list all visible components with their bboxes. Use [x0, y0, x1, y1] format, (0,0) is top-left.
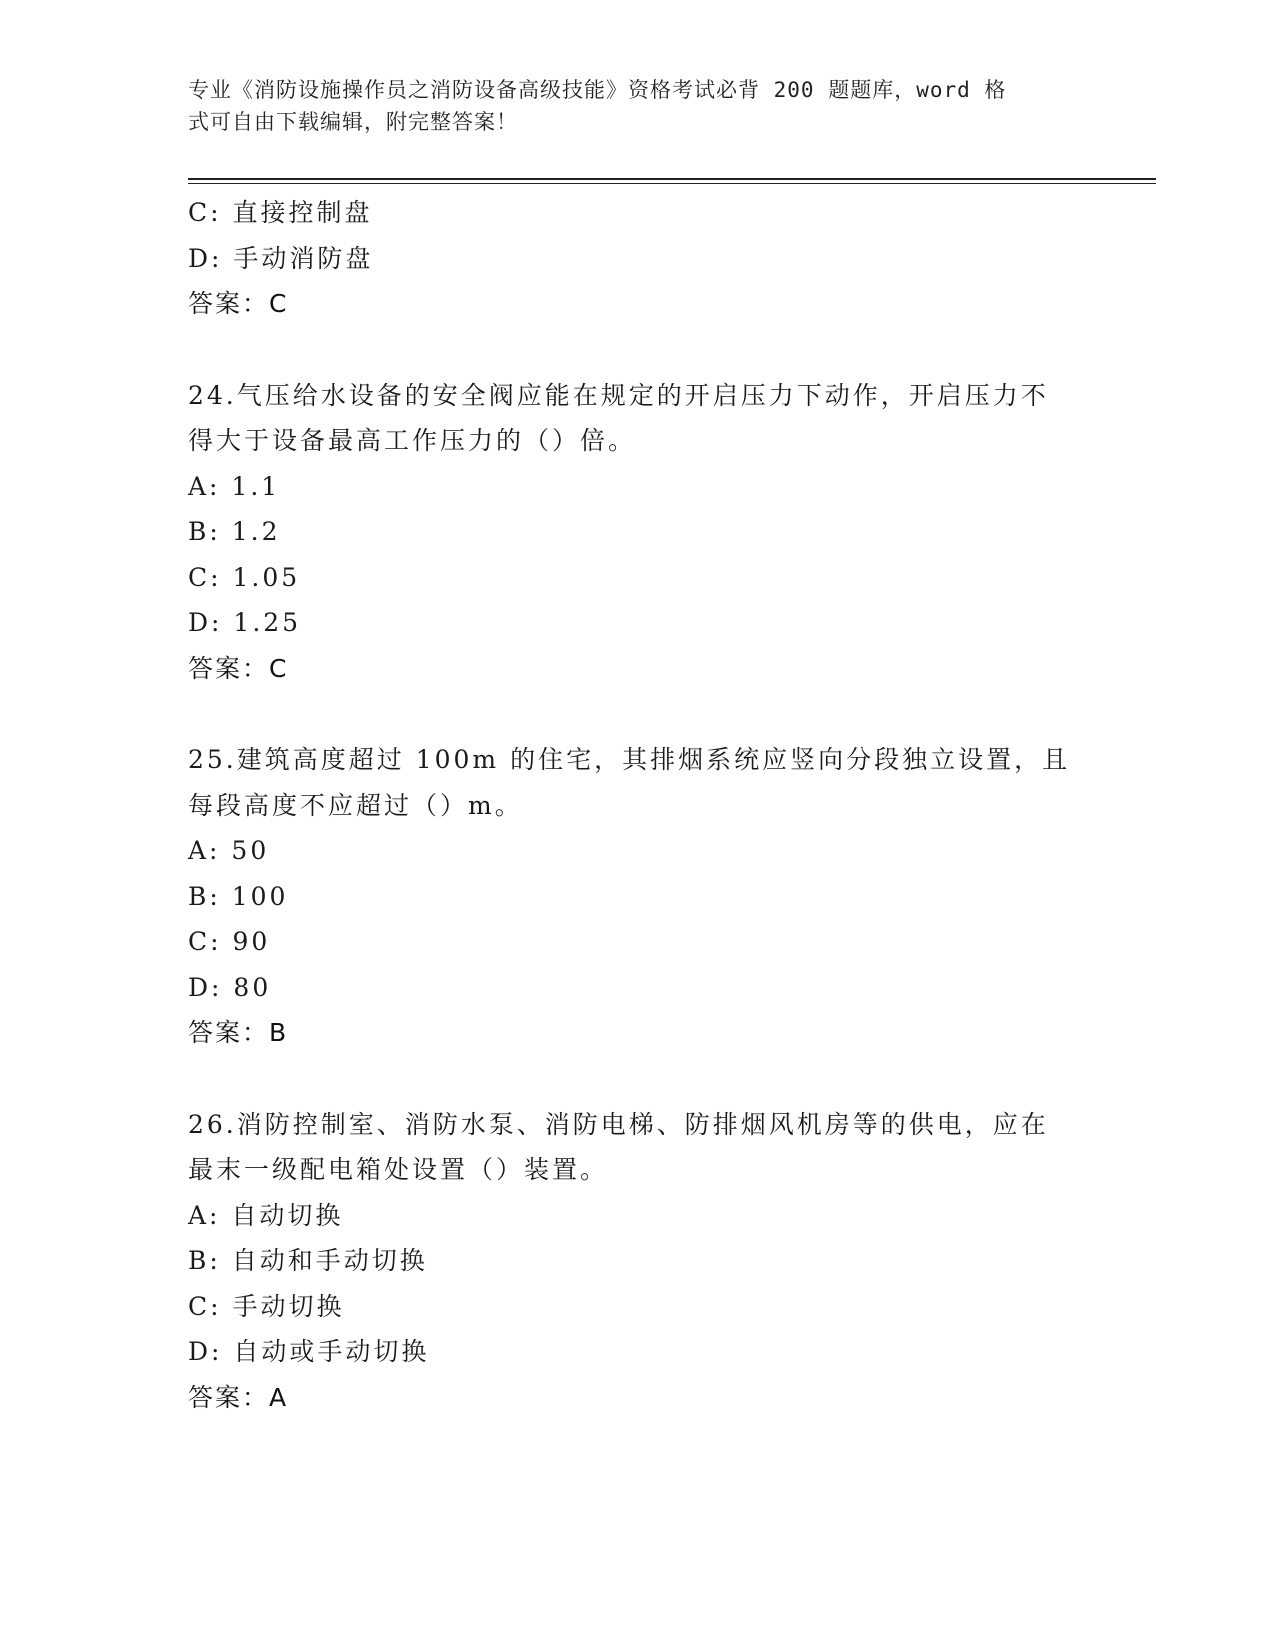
header-rule-thick — [188, 178, 1156, 180]
spacer — [188, 1056, 1088, 1102]
option-d: D: 80 — [188, 972, 272, 1002]
option-c: C: 直接控制盘 — [188, 198, 373, 227]
answer-line: 答案：C — [188, 653, 289, 683]
option-c: C: 90 — [188, 927, 271, 956]
option-d: D: 1.25 — [188, 608, 302, 637]
spacer — [188, 327, 1088, 373]
option-d: D: 自动或手动切换 — [188, 1337, 430, 1366]
question-block-25 — [188, 737, 1088, 1056]
question-text-line: 每段高度不应超过（）m。 — [188, 790, 523, 820]
answer-line: 答案：C — [188, 289, 289, 318]
question-text-line: 25.建筑高度超过 100m 的住宅，其排烟系统应竖向分段独立设置，且 — [188, 745, 1071, 774]
question-text-line: 24.气压给水设备的安全阀应能在规定的开启压力下动作，开启压力不 — [188, 380, 1049, 410]
option-a: A: 自动切换 — [188, 1200, 344, 1230]
option-d: D: 手动消防盘 — [188, 243, 374, 273]
question-block-26 — [188, 1102, 1088, 1421]
header-line-2: 式可自由下载编辑，附完整答案！ — [188, 110, 518, 134]
question-block-23 — [188, 190, 1088, 327]
option-c: C: 1.05 — [188, 562, 301, 592]
option-a: A: 1.1 — [188, 471, 281, 501]
header-line-1: 专业《消防设施操作员之消防设备高级技能》资格考试必背 200 题题库，word 格 — [188, 78, 1007, 102]
option-b: B: 自动和手动切换 — [188, 1246, 428, 1275]
question-block-24 — [188, 373, 1088, 692]
document-body — [188, 190, 1088, 1420]
answer-line: 答案：A — [188, 1382, 289, 1412]
option-b: B: 1.2 — [188, 517, 281, 546]
option-c: C: 手动切换 — [188, 1291, 345, 1321]
question-text-line: 最末一级配电箱处设置（）装置。 — [188, 1155, 609, 1184]
spacer — [188, 691, 1088, 737]
question-text-line: 得大于设备最高工作压力的（）倍。 — [188, 426, 637, 455]
answer-line: 答案：B — [188, 1018, 289, 1047]
option-b: B: 100 — [188, 881, 289, 911]
option-a: A: 50 — [188, 836, 270, 865]
question-text-line: 26.消防控制室、消防水泵、消防电梯、防排烟风机房等的供电，应在 — [188, 1109, 1049, 1139]
header-rule-thin — [188, 183, 1156, 184]
document-header — [188, 74, 1068, 138]
